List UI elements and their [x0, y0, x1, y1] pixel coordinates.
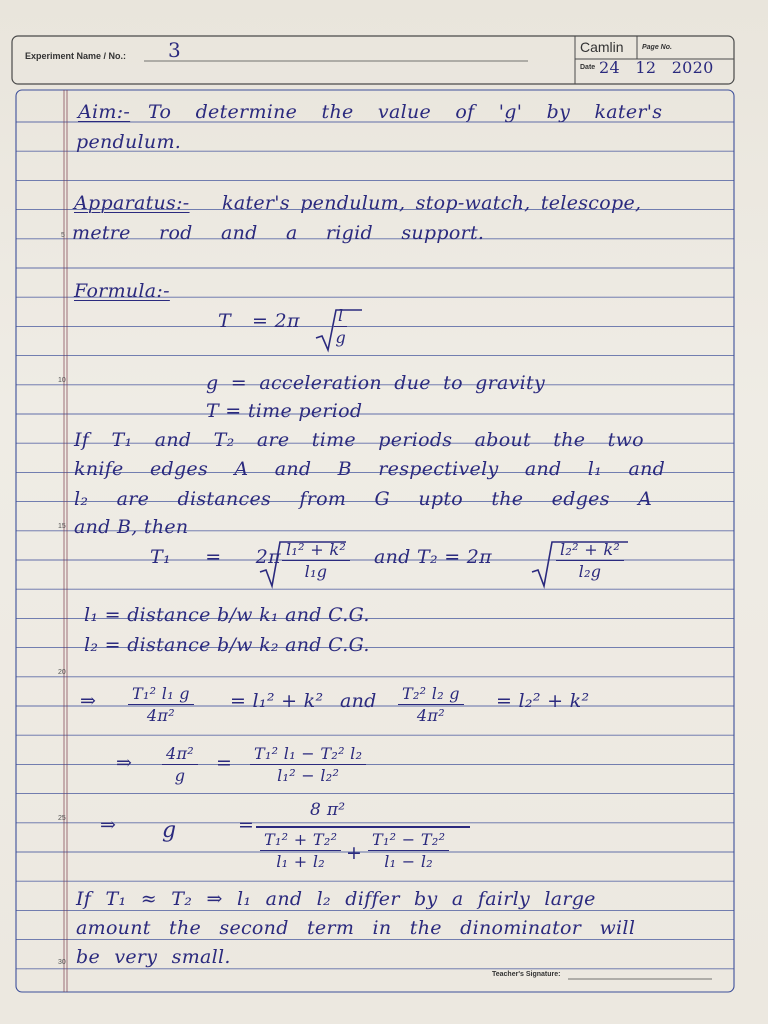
eq5-f1den: l₁ + l₂ — [276, 852, 326, 871]
teacher-signature-label: Teacher's Signature: — [492, 971, 561, 978]
eq3-num1: T₁² l₁ g — [128, 684, 194, 705]
eq5-f1num: T₁² + T₂² — [260, 830, 341, 851]
eq5-main-fraction-bar — [256, 826, 470, 828]
apparatus-label: Apparatus:- — [74, 192, 190, 214]
apparatus-text-line1: kater's pendulum, stop-watch, telescope, — [222, 192, 642, 214]
eq1-numerator: l — [334, 306, 347, 327]
aim-label: Aim:- — [78, 101, 131, 123]
line-number: 30 — [58, 959, 66, 966]
eq4-fraction-right — [250, 744, 366, 785]
implies-arrow: ⇒ — [80, 690, 97, 712]
implies-arrow: ⇒ — [116, 752, 133, 774]
eq1-denominator: g — [335, 328, 346, 347]
eq4-equals: = — [216, 752, 233, 774]
eq2-den2: l₂g — [578, 562, 602, 581]
eq2-den1: l₁g — [304, 562, 328, 581]
eq3-fraction1 — [128, 684, 194, 725]
eq1-lhs: T — [218, 310, 231, 332]
eq5-lhs: g — [162, 818, 177, 843]
definition-l2: l₂ = distance b/w k₂ and C.G. — [84, 634, 370, 656]
definition-T: T = time period — [206, 400, 363, 422]
definition-g: g = acceleration due to gravity — [206, 372, 546, 394]
eq3-den1: 4π² — [146, 706, 175, 725]
para-line7: be very small. — [76, 946, 231, 968]
eq2-T2: and T₂ = 2π — [374, 546, 492, 568]
apparatus-text-line2: metre rod and a rigid support. — [72, 222, 485, 244]
para-line2: knife edges A and B respectively and l₁ and — [74, 458, 666, 480]
definition-l1: l₁ = distance b/w k₁ and C.G. — [84, 604, 370, 626]
eq5-equals: = — [238, 814, 255, 836]
eq2-T1: T₁ = 2π — [150, 546, 281, 568]
eq2-num1: l₁² + k² — [282, 540, 350, 561]
para-line1: If T₁ and T₂ are time periods about the two — [74, 429, 644, 451]
experiment-label: Experiment Name / No.: — [25, 51, 127, 61]
para-line4: and B, then — [74, 516, 189, 538]
eq3-and: and — [340, 690, 377, 712]
aim-text-line1: To determine the value of 'g' by kater's — [148, 101, 663, 123]
implies-arrow: ⇒ — [100, 814, 117, 836]
eq4-den: g — [174, 766, 186, 785]
eq4-fraction-left — [162, 744, 198, 785]
eq4-num: 4π² — [162, 744, 198, 765]
eq2-num2: l₂² + k² — [556, 540, 624, 561]
brand-logo: Camlin — [580, 39, 624, 55]
eq5-f2den: l₁ − l₂ — [384, 852, 434, 871]
line-number: 20 — [58, 669, 66, 676]
line-number: 5 — [61, 232, 65, 239]
eq4-rnum: T₁² l₁ − T₂² l₂ — [250, 744, 366, 765]
eq5-numerator: 8 π² — [310, 800, 346, 820]
line-number: 25 — [58, 815, 66, 822]
para-line5: If T₁ ≈ T₂ ⇒ l₁ and l₂ differ by a fairly large — [76, 888, 596, 910]
experiment-number: 3 — [168, 38, 182, 62]
eq3-mid: = l₁² + k² — [230, 690, 324, 712]
eq3-rhs: = l₂² + k² — [496, 690, 590, 712]
line-number: 15 — [58, 523, 66, 530]
eq1-rhs: = 2π — [252, 310, 300, 332]
eq5-fraction1 — [260, 830, 341, 871]
formula-label: Formula:- — [74, 280, 170, 302]
para-line6: amount the second term in the dinominator will — [76, 917, 636, 939]
eq5-f2num: T₁² − T₂² — [368, 830, 449, 851]
eq2-fraction2 — [556, 540, 624, 581]
page-no-label: Page No. — [642, 44, 672, 51]
eq2-fraction1 — [282, 540, 350, 581]
aim-text-line2: pendulum. — [76, 131, 182, 153]
eq5-fraction2 — [368, 830, 449, 871]
eq3-num2: T₂² l₂ g — [398, 684, 464, 705]
date-value: 24 12 2020 — [599, 58, 714, 77]
eq3-fraction2 — [398, 684, 464, 725]
para-line3: l₂ are distances from G upto the edges A — [74, 488, 653, 510]
date-label: Date — [580, 64, 596, 71]
eq4-rden: l₁² − l₂² — [277, 766, 340, 785]
line-number: 10 — [58, 377, 66, 384]
eq3-den2: 4π² — [416, 706, 445, 725]
eq1-fraction — [334, 306, 347, 347]
eq5-plus: + — [346, 842, 363, 864]
